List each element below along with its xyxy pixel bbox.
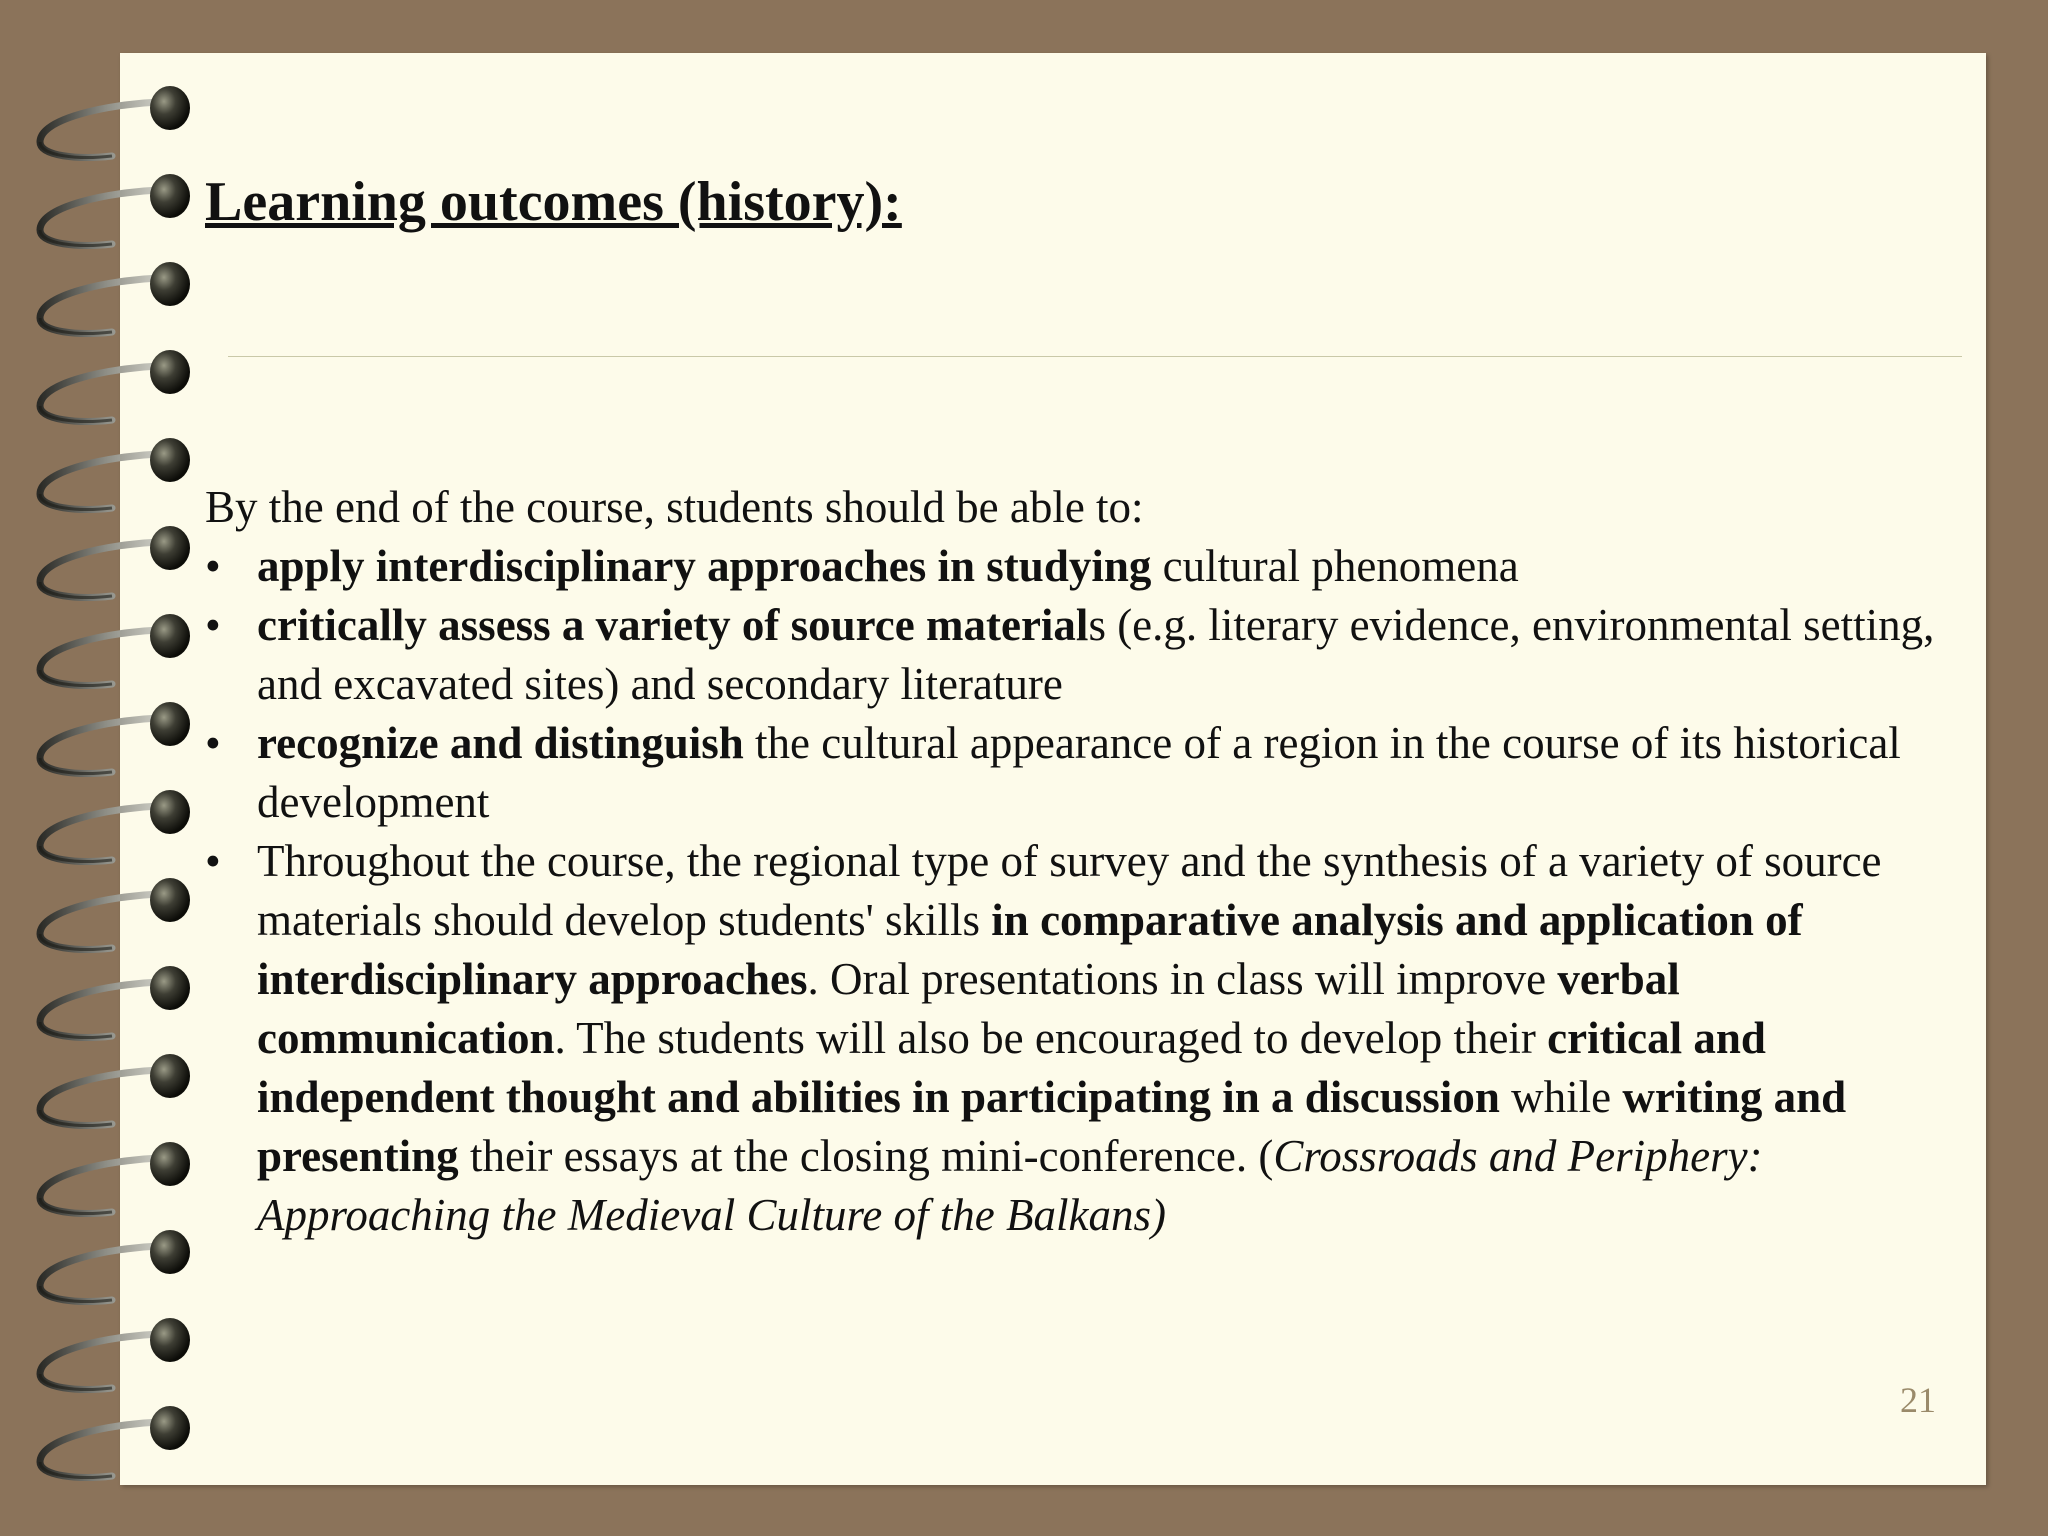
title-divider — [228, 356, 1962, 357]
bullet-icon: • — [205, 541, 221, 591]
outcome-text-segment: while — [1499, 1072, 1623, 1122]
bullet-icon: • — [205, 600, 221, 650]
outcomes-list — [205, 537, 1935, 1245]
outcome-text-segment: s (e.g. literary evidence, environmental setting, and excavated sites) and secondary literature — [257, 600, 1935, 709]
outcome-text-segment: . Oral presentations in class will improve — [807, 954, 1558, 1004]
bullet-icon: • — [205, 836, 221, 886]
outcome-item — [205, 537, 1935, 596]
intro-text: By the end of the course, students should be able to: — [205, 482, 1144, 532]
outcome-item — [205, 832, 1935, 1245]
page-number: 21 — [1900, 1380, 1936, 1420]
outcome-item — [205, 596, 1935, 714]
outcome-text-segment: the cultural appearance of a region in the course of its historical development — [257, 718, 1901, 827]
outcome-text-segment: writing and presenting — [257, 1072, 1847, 1181]
bullet-icon: • — [205, 718, 221, 768]
outcome-text-segment: critically assess a variety of source material — [257, 600, 1089, 650]
outcome-text-segment: in comparative analysis and application of interdisciplinary approaches — [257, 895, 1803, 1004]
outcome-text-segment: cultural phenomena — [1151, 541, 1519, 591]
outcome-text-segment: apply interdisciplinary approaches in studying — [257, 541, 1152, 591]
slide-title: Learning outcomes (history): — [205, 171, 902, 233]
outcome-text-segment: Crossroads and Periphery: Approaching the Medieval Culture of the Balkans) — [257, 1131, 1763, 1240]
slide-body — [205, 478, 1935, 1245]
outcome-text-segment: verbal communication — [257, 954, 1680, 1063]
outcome-text-segment: critical and independent thought and abilities in participating in a discussion — [257, 1013, 1766, 1122]
outcome-text-segment: Throughout the course, the regional type of survey and the synthesis of a variety of source materials should develop students' skills — [257, 836, 1882, 945]
outcome-text-segment: recognize and distinguish — [257, 718, 744, 768]
outcome-item — [205, 714, 1935, 832]
outcome-text-segment: . The students will also be encouraged to develop their — [554, 1013, 1548, 1063]
outcome-text-segment: their essays at the closing mini-conference. ( — [458, 1131, 1274, 1181]
